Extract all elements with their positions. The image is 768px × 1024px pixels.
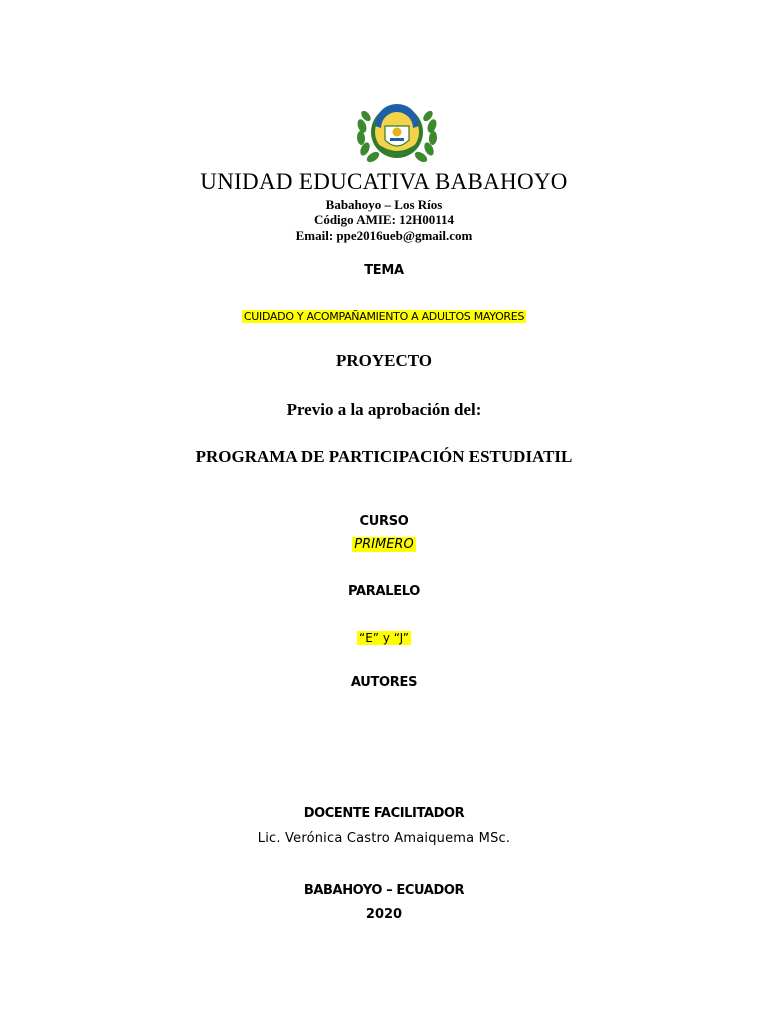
paralelo-label: PARALELO — [347, 584, 421, 599]
amie-code: Código AMIE: 12H00114 — [313, 212, 455, 227]
tema-value-line — [0, 310, 768, 323]
autores-label: AUTORES — [350, 675, 418, 690]
proyecto-label: PROYECTO — [335, 351, 433, 370]
school-logo — [356, 96, 438, 166]
year-line: 2020 — [365, 907, 403, 922]
school-location: Babahoyo – Los Ríos — [325, 197, 443, 212]
paralelo-value: “E” y “J” — [359, 631, 409, 645]
tema-value: CUIDADO Y ACOMPAÑAMIENTO A ADULTOS MAYORES — [243, 310, 525, 323]
school-name: UNIDAD EDUCATIVA BABAHOYO — [200, 169, 568, 194]
place-line: BABAHOYO – ECUADOR — [303, 883, 465, 898]
school-email: Email: ppe2016ueb@gmail.com — [295, 228, 473, 243]
programa-title: PROGRAMA DE PARTICIPACIÓN ESTUDIATIL — [195, 447, 573, 466]
curso-value-line — [0, 537, 768, 552]
curso-label: CURSO — [359, 514, 409, 529]
previo-text: Previo a la aprobación del: — [286, 400, 482, 419]
docente-label: DOCENTE FACILITADOR — [303, 806, 465, 821]
tema-label: TEMA — [364, 263, 404, 278]
curso-value: PRIMERO — [354, 537, 414, 552]
docente-name: Lic. Verónica Castro Amaiquema MSc. — [257, 831, 511, 846]
paralelo-value-line — [0, 631, 768, 645]
